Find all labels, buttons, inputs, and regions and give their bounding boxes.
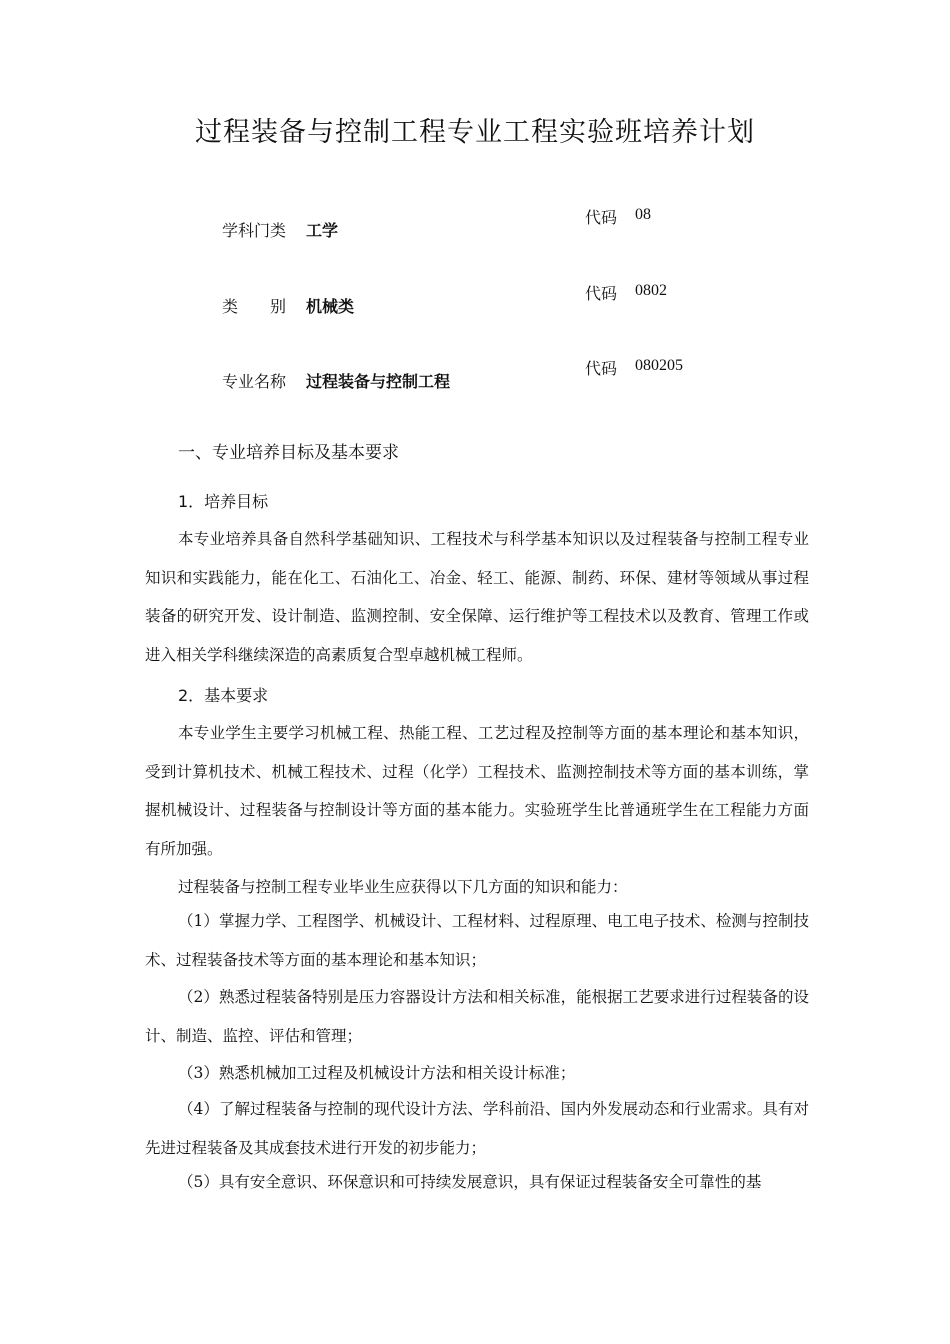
goal-paragraph: 本专业培养具备自然科学基础知识、工程技术与科学基本知识以及过程装备与控制工程专业知识和实践能力，能在化工、石油化工、冶金、轻工、能源、制药、环保、建材等领域从事过程装备的研究开发、设计制造、监测控制、安全保障、运行维护等工程技术以及教育、管理工作或进入相关学科继续深造的高素质复合型卓越机械工程师。: [145, 530, 809, 664]
meta-label-major: 专业名称: [222, 372, 287, 391]
requirement-item: （5）具有安全意识、环保意识和可持续发展意识，具有保证过程装备安全可靠性的基: [178, 1173, 762, 1191]
requirements-paragraph: 本专业学生主要学习机械工程、热能工程、工艺过程及控制等方面的基本理论和基本知识，受到计算机技术、机械工程技术、过程（化学）工程技术、监测控制技术等方面的基本训练，掌握机械设计、过程装备与控制设计等方面的基本能力。实验班学生比普通班学生在工程能力方面有所加强。: [145, 724, 809, 858]
meta-code-category: 0802: [635, 282, 667, 299]
meta-label-category: 类 别: [222, 297, 287, 316]
meta-value-major: 过程装备与控制工程: [306, 372, 451, 391]
requirement-item: （1）掌握力学、工程图学、机械设计、工程材料、过程原理、电工电子技术、检测与控制技术、过程装备技术等方面的基本理论和基本知识；: [145, 912, 809, 969]
section-heading: 一、专业培养目标及基本要求: [178, 443, 399, 463]
requirements-heading: 2．基本要求: [178, 686, 269, 705]
meta-code-label-discipline: 代码: [585, 208, 618, 227]
goal-heading: 1．培养目标: [178, 492, 269, 511]
requirement-item: （3）熟悉机械加工过程及机械设计方法和相关设计标准；: [178, 1064, 576, 1082]
meta-value-discipline: 工学: [306, 221, 339, 240]
requirements-intro: 过程装备与控制工程专业毕业生应获得以下几方面的知识和能力：: [178, 878, 628, 896]
meta-value-category: 机械类: [306, 297, 355, 316]
page-title: 过程装备与控制工程专业工程实验班培养计划: [195, 117, 755, 148]
requirement-item: （2）熟悉过程装备特别是压力容器设计方法和相关标准，能根据工艺要求进行过程装备的设计、制造、监控、评估和管理；: [145, 988, 809, 1045]
requirement-item: （4）了解过程装备与控制的现代设计方法、学科前沿、国内外发展动态和行业需求。具有对先进过程装备及其成套技术进行开发的初步能力；: [145, 1100, 809, 1157]
meta-code-discipline: 08: [635, 206, 651, 223]
meta-code-major: 080205: [635, 357, 683, 374]
meta-code-label-major: 代码: [585, 359, 618, 378]
meta-label-discipline: 学科门类: [222, 221, 287, 240]
meta-code-label-category: 代码: [585, 284, 618, 303]
